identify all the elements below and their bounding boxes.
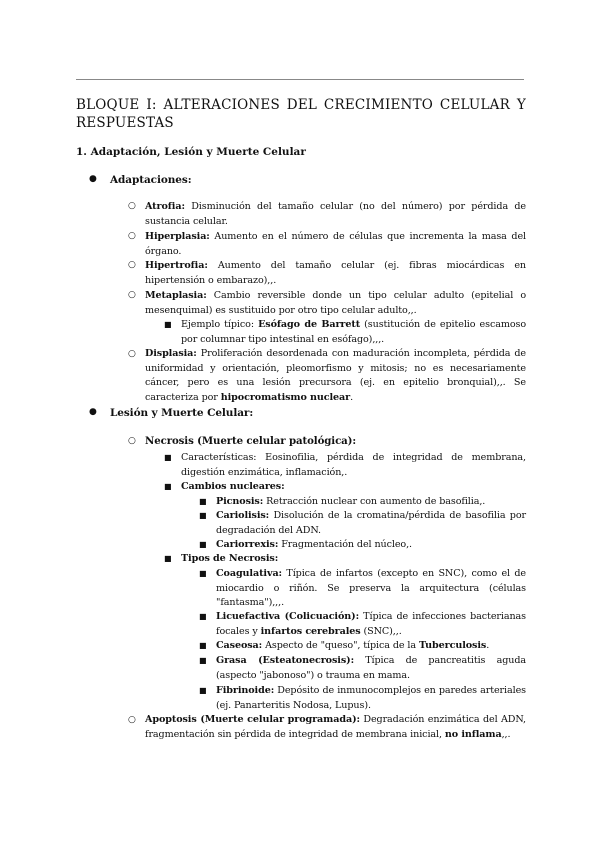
tipos-necrosis-label: Tipos de Necrosis: bbox=[181, 553, 279, 564]
square-marker: ■ bbox=[199, 612, 207, 621]
square-marker: ■ bbox=[199, 511, 207, 520]
item-apoptosis bbox=[145, 713, 526, 742]
item-coagulativa bbox=[216, 567, 526, 611]
caseosa-end: . bbox=[486, 640, 490, 651]
square-marker: ■ bbox=[199, 569, 207, 578]
item-licuefactiva bbox=[216, 610, 526, 639]
example-prefix: Ejemplo típico: bbox=[181, 319, 254, 330]
item-metaplasia bbox=[145, 289, 526, 318]
square-marker: ■ bbox=[164, 554, 172, 563]
item-atrofia bbox=[145, 200, 526, 229]
item-barrett-example bbox=[181, 318, 526, 347]
term-grasa: Grasa (Esteatonecrosis): bbox=[216, 655, 355, 666]
desc-displasia: Proliferación desordenada con maduración incompleta, pérdida de uniformidad y orientación, pleomorfismo y mitosis; no es necesariamente cáncer, pero es una lesión precursora (ej. en epitelio bronquial),,. Se caracteriza por bbox=[145, 348, 527, 403]
desc-caseosa: Aspecto de "queso", típica de la bbox=[265, 640, 417, 651]
section-title: Adaptación, Lesión y Muerte Celular bbox=[90, 146, 306, 158]
square-marker: ■ bbox=[199, 497, 207, 506]
square-marker: ■ bbox=[199, 686, 207, 695]
term-caseosa: Caseosa: bbox=[216, 640, 263, 651]
term-hiperplasia: Hiperplasia: bbox=[145, 231, 210, 242]
desc-cariolisis: Disolución de la cromatina/pérdida de basofilia por degradación del ADN. bbox=[216, 510, 526, 536]
bullet-marker: ● bbox=[89, 174, 97, 184]
term-picnosis: Picnosis: bbox=[216, 496, 264, 507]
header-rule bbox=[76, 79, 524, 80]
block-title: BLOQUE I: ALTERACIONES DEL CRECIMIENTO CELULAR Y RESPUESTAS bbox=[76, 97, 526, 131]
circle-marker: ○ bbox=[128, 290, 136, 300]
item-fibrinoide bbox=[216, 684, 526, 713]
term-licuefactiva: Licuefactiva (Colicuación): bbox=[216, 611, 360, 622]
item-cariolisis bbox=[216, 509, 526, 538]
circle-marker: ○ bbox=[128, 715, 136, 725]
item-hipertrofia bbox=[145, 259, 526, 288]
square-marker: ■ bbox=[199, 540, 207, 549]
adaptaciones-label: Adaptaciones: bbox=[110, 174, 192, 186]
displasia-end: . bbox=[350, 391, 354, 403]
lesion-label: Lesión y Muerte Celular: bbox=[110, 407, 254, 419]
example-desc: (sustitución de epitelio escamoso por columnar tipo intestinal en esófago),,,. bbox=[181, 319, 527, 345]
item-caseosa bbox=[216, 639, 526, 654]
desc-grasa: Típica de pancreatitis aguda (aspecto "jabonoso") o trauma en mama. bbox=[216, 655, 526, 681]
desc-coagulativa: Típica de infartos (excepto en SNC), como el de miocardio o riñón. Se preserva la arquitectura (células "fantasma"),,,. bbox=[216, 568, 526, 608]
term-cariorrexis: Cariorrexis: bbox=[216, 539, 279, 550]
term-metaplasia: Metaplasia: bbox=[145, 290, 207, 301]
term-fibrinoide: Fibrinoide: bbox=[216, 685, 275, 696]
caseosa-highlight: Tuberculosis bbox=[418, 640, 487, 651]
circle-marker: ○ bbox=[128, 436, 136, 446]
term-apoptosis: Apoptosis (Muerte celular programada): bbox=[145, 714, 360, 725]
licuefactiva-end: (SNC),,. bbox=[363, 625, 402, 637]
desc-hipertrofia: Aumento del tamaño celular (ej. fibras miocárdicas en hipertensión o embarazo),,. bbox=[145, 260, 526, 286]
desc-apoptosis: Degradación enzimática del ADN, fragmentación sin pérdida de integridad de membrana inicial, bbox=[145, 714, 526, 740]
licuefactiva-highlight: infartos cerebrales bbox=[260, 625, 361, 637]
desc-fibrinoide: Depósito de inmunocomplejos en paredes arteriales (ej. Panarteritis Nodosa, Lupus). bbox=[216, 685, 526, 711]
square-marker: ■ bbox=[164, 482, 172, 491]
section-heading bbox=[76, 146, 306, 158]
item-displasia bbox=[145, 347, 526, 405]
square-marker: ■ bbox=[164, 320, 172, 329]
square-marker: ■ bbox=[164, 453, 172, 462]
circle-marker: ○ bbox=[128, 201, 136, 211]
desc-picnosis: Retracción nuclear con aumento de basofilia,. bbox=[266, 496, 486, 507]
desc-atrofia: Disminución del tamaño celular (no del número) por pérdida de sustancia celular. bbox=[145, 201, 526, 227]
desc-cariorrexis: Fragmentación del núcleo,. bbox=[281, 539, 413, 550]
desc-metaplasia: Cambio reversible donde un tipo celular adulto (epitelial o mesenquimal) es sustituido por otro tipo celular adulto,,. bbox=[145, 290, 526, 316]
bullet-marker: ● bbox=[89, 407, 97, 417]
term-atrofia: Atrofia: bbox=[145, 201, 185, 212]
circle-marker: ○ bbox=[128, 231, 136, 241]
circle-marker: ○ bbox=[128, 260, 136, 270]
example-barrett: Esófago de Barrett bbox=[258, 319, 361, 330]
apoptosis-end: ,,. bbox=[501, 728, 511, 740]
term-hipertrofia: Hipertrofia: bbox=[145, 260, 208, 271]
item-caracteristicas: Características: Eosinofilia, pérdida de integridad de membrana, digestión enzimática, inflamación,. bbox=[181, 452, 526, 478]
item-cariorrexis bbox=[216, 538, 526, 553]
square-marker: ■ bbox=[199, 641, 207, 650]
section-number: 1. bbox=[76, 146, 87, 158]
displasia-highlight: hipocromatismo nuclear bbox=[220, 391, 351, 403]
square-marker: ■ bbox=[199, 656, 207, 665]
term-coagulativa: Coagulativa: bbox=[216, 568, 283, 579]
term-cariolisis: Cariolisis: bbox=[216, 510, 270, 521]
circle-marker: ○ bbox=[128, 349, 136, 359]
item-grasa bbox=[216, 654, 526, 683]
item-picnosis bbox=[216, 495, 526, 510]
desc-hiperplasia: Aumento en el número de células que incrementa la masa del órgano. bbox=[145, 231, 527, 257]
term-displasia: Displasia: bbox=[145, 348, 197, 359]
necrosis-label: Necrosis (Muerte celular patológica): bbox=[145, 435, 357, 447]
cambios-nucleares-label: Cambios nucleares: bbox=[181, 481, 285, 492]
apoptosis-highlight: no inflama bbox=[444, 728, 502, 740]
desc-licuefactiva: Típica de infecciones bacterianas focales y bbox=[216, 611, 526, 637]
item-hiperplasia bbox=[145, 230, 526, 259]
